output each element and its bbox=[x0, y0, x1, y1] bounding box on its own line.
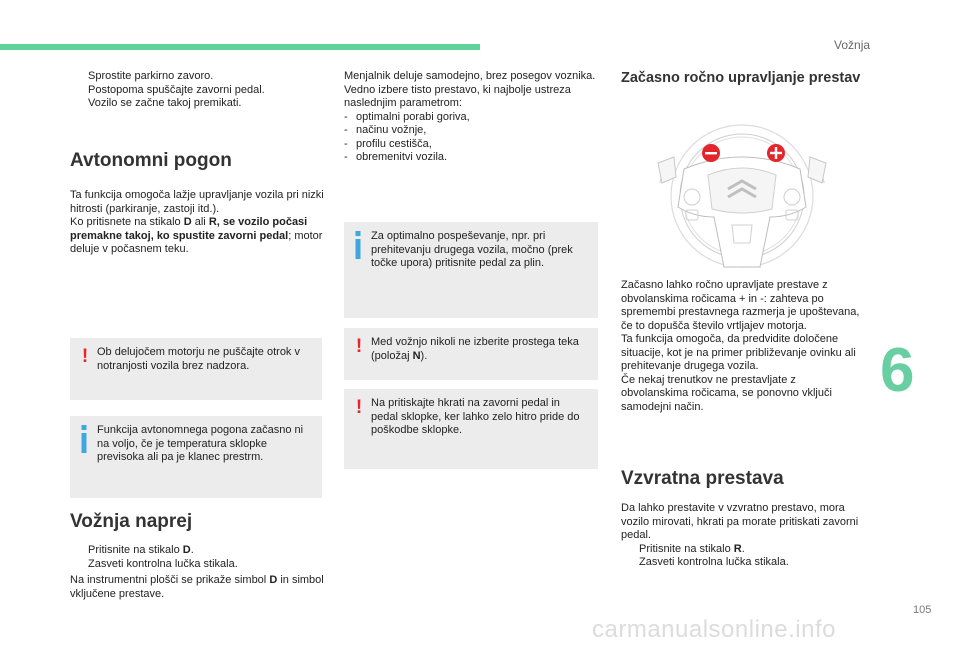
gearbox-intro bbox=[344, 70, 602, 165]
heading-manual-shift: Začasno ročno upravljanje prestav bbox=[621, 70, 861, 86]
list-item: Pritisnite na stikalo R. Zasveti kontrolna lučka stikala. bbox=[639, 542, 789, 568]
info-note-acceleration: Za optimalno pospeševanje, npr. pri prehitevanju drugega vozila, močno (prek točke upora) pritisnite pedal za plin. bbox=[344, 222, 598, 318]
warning-note-children: ! Ob delujočem motorju ne puščajte otrok v notranjosti vozila brez nadzora. bbox=[70, 338, 322, 400]
steering-wheel-icon bbox=[620, 117, 864, 269]
list-item: - optimalni porabi goriva, bbox=[344, 110, 470, 123]
info-icon bbox=[354, 231, 364, 259]
steering-wheel-illustration bbox=[620, 117, 864, 269]
page-number: 105 bbox=[913, 604, 932, 616]
heading-forward: Vožnja naprej bbox=[70, 511, 193, 532]
list-item: Pritisnite na stikalo D. Zasveti kontrolna lučka stikala. bbox=[88, 544, 238, 570]
info-note-autonomous: Funkcija avtonomnega pogona začasno ni na voljo, če je temperatura sklopke previsoka ali pa je klanec prestrm. bbox=[70, 416, 322, 498]
header-accent-bar bbox=[0, 44, 480, 50]
warning-icon: ! bbox=[355, 336, 363, 357]
list-item: Sprostite parkirno zavoro. bbox=[88, 70, 214, 82]
warning-icon: ! bbox=[355, 397, 363, 418]
info-icon bbox=[80, 425, 90, 453]
paragraph: Na instrumentni plošči se prikaže simbol D in simbol vključene prestave. bbox=[70, 574, 324, 600]
list-item: Postopoma spuščajte zavorni pedal. Vozilo se začne takoj premikati. bbox=[88, 83, 265, 109]
warning-note-neutral: ! Med vožnjo nikoli ne izberite prostega teka (položaj N). bbox=[344, 328, 598, 380]
list-item: - profilu cestišča, bbox=[344, 137, 432, 150]
heading-autonomous: Avtonomni pogon bbox=[70, 150, 232, 171]
warning-icon: ! bbox=[81, 346, 89, 367]
manual-shift-text: Začasno lahko ročno upravljate prestave z obvolanskima ročicama + in -: zahteva po spremembi prestavnega razmerja je upoštevana, če to dopušča število vrtljajev motorja. Ta funkcija omogoča, da predvidite določene situacije, kot je na primer približevanje ovinku ali prehitevanje drugega vozila. Če nekaj trenutkov ne prestavljate z obvolanskima ročicama, se ponovno vključi samodejni način. bbox=[621, 279, 860, 413]
forward-text bbox=[70, 544, 325, 601]
chapter-number: 6 bbox=[880, 336, 915, 405]
autonomous-text bbox=[70, 189, 325, 257]
watermark: carmanualsonline.info bbox=[592, 616, 836, 643]
paragraph: Ko pritisnete na stikalo D ali R, se vozilo počasi premakne takoj, ko spustite zavorni pedal; motor deluje v počasnem teku. bbox=[70, 216, 323, 255]
reverse-text bbox=[621, 502, 861, 570]
release-steps bbox=[70, 70, 325, 111]
warning-note-clutch: ! Na pritiskajte hkrati na zavorni pedal in pedal sklopke, ker lahko zelo hitro pride do poškodbe sklopke. bbox=[344, 389, 598, 469]
heading-reverse: Vzvratna prestava bbox=[621, 468, 784, 489]
section-title: Vožnja bbox=[834, 38, 871, 52]
paragraph: Menjalnik deluje samodejno, brez posegov voznika. Vedno izbere tisto prestavo, ki najbolje ustreza naslednjim parametrom: bbox=[344, 70, 596, 109]
list-item: - načinu vožnje, bbox=[344, 124, 427, 136]
list-item: - obremenitvi vozila. bbox=[344, 151, 448, 163]
paragraph: Ta funkcija omogoča lažje upravljanje vozila pri nizki hitrosti (parkiranje, zastoji itd.). bbox=[70, 189, 324, 215]
paragraph: Da lahko prestavite v vzvratno prestavo, mora vozilo mirovati, hkrati pa morate pritiskati zavorni pedal. bbox=[621, 502, 859, 541]
